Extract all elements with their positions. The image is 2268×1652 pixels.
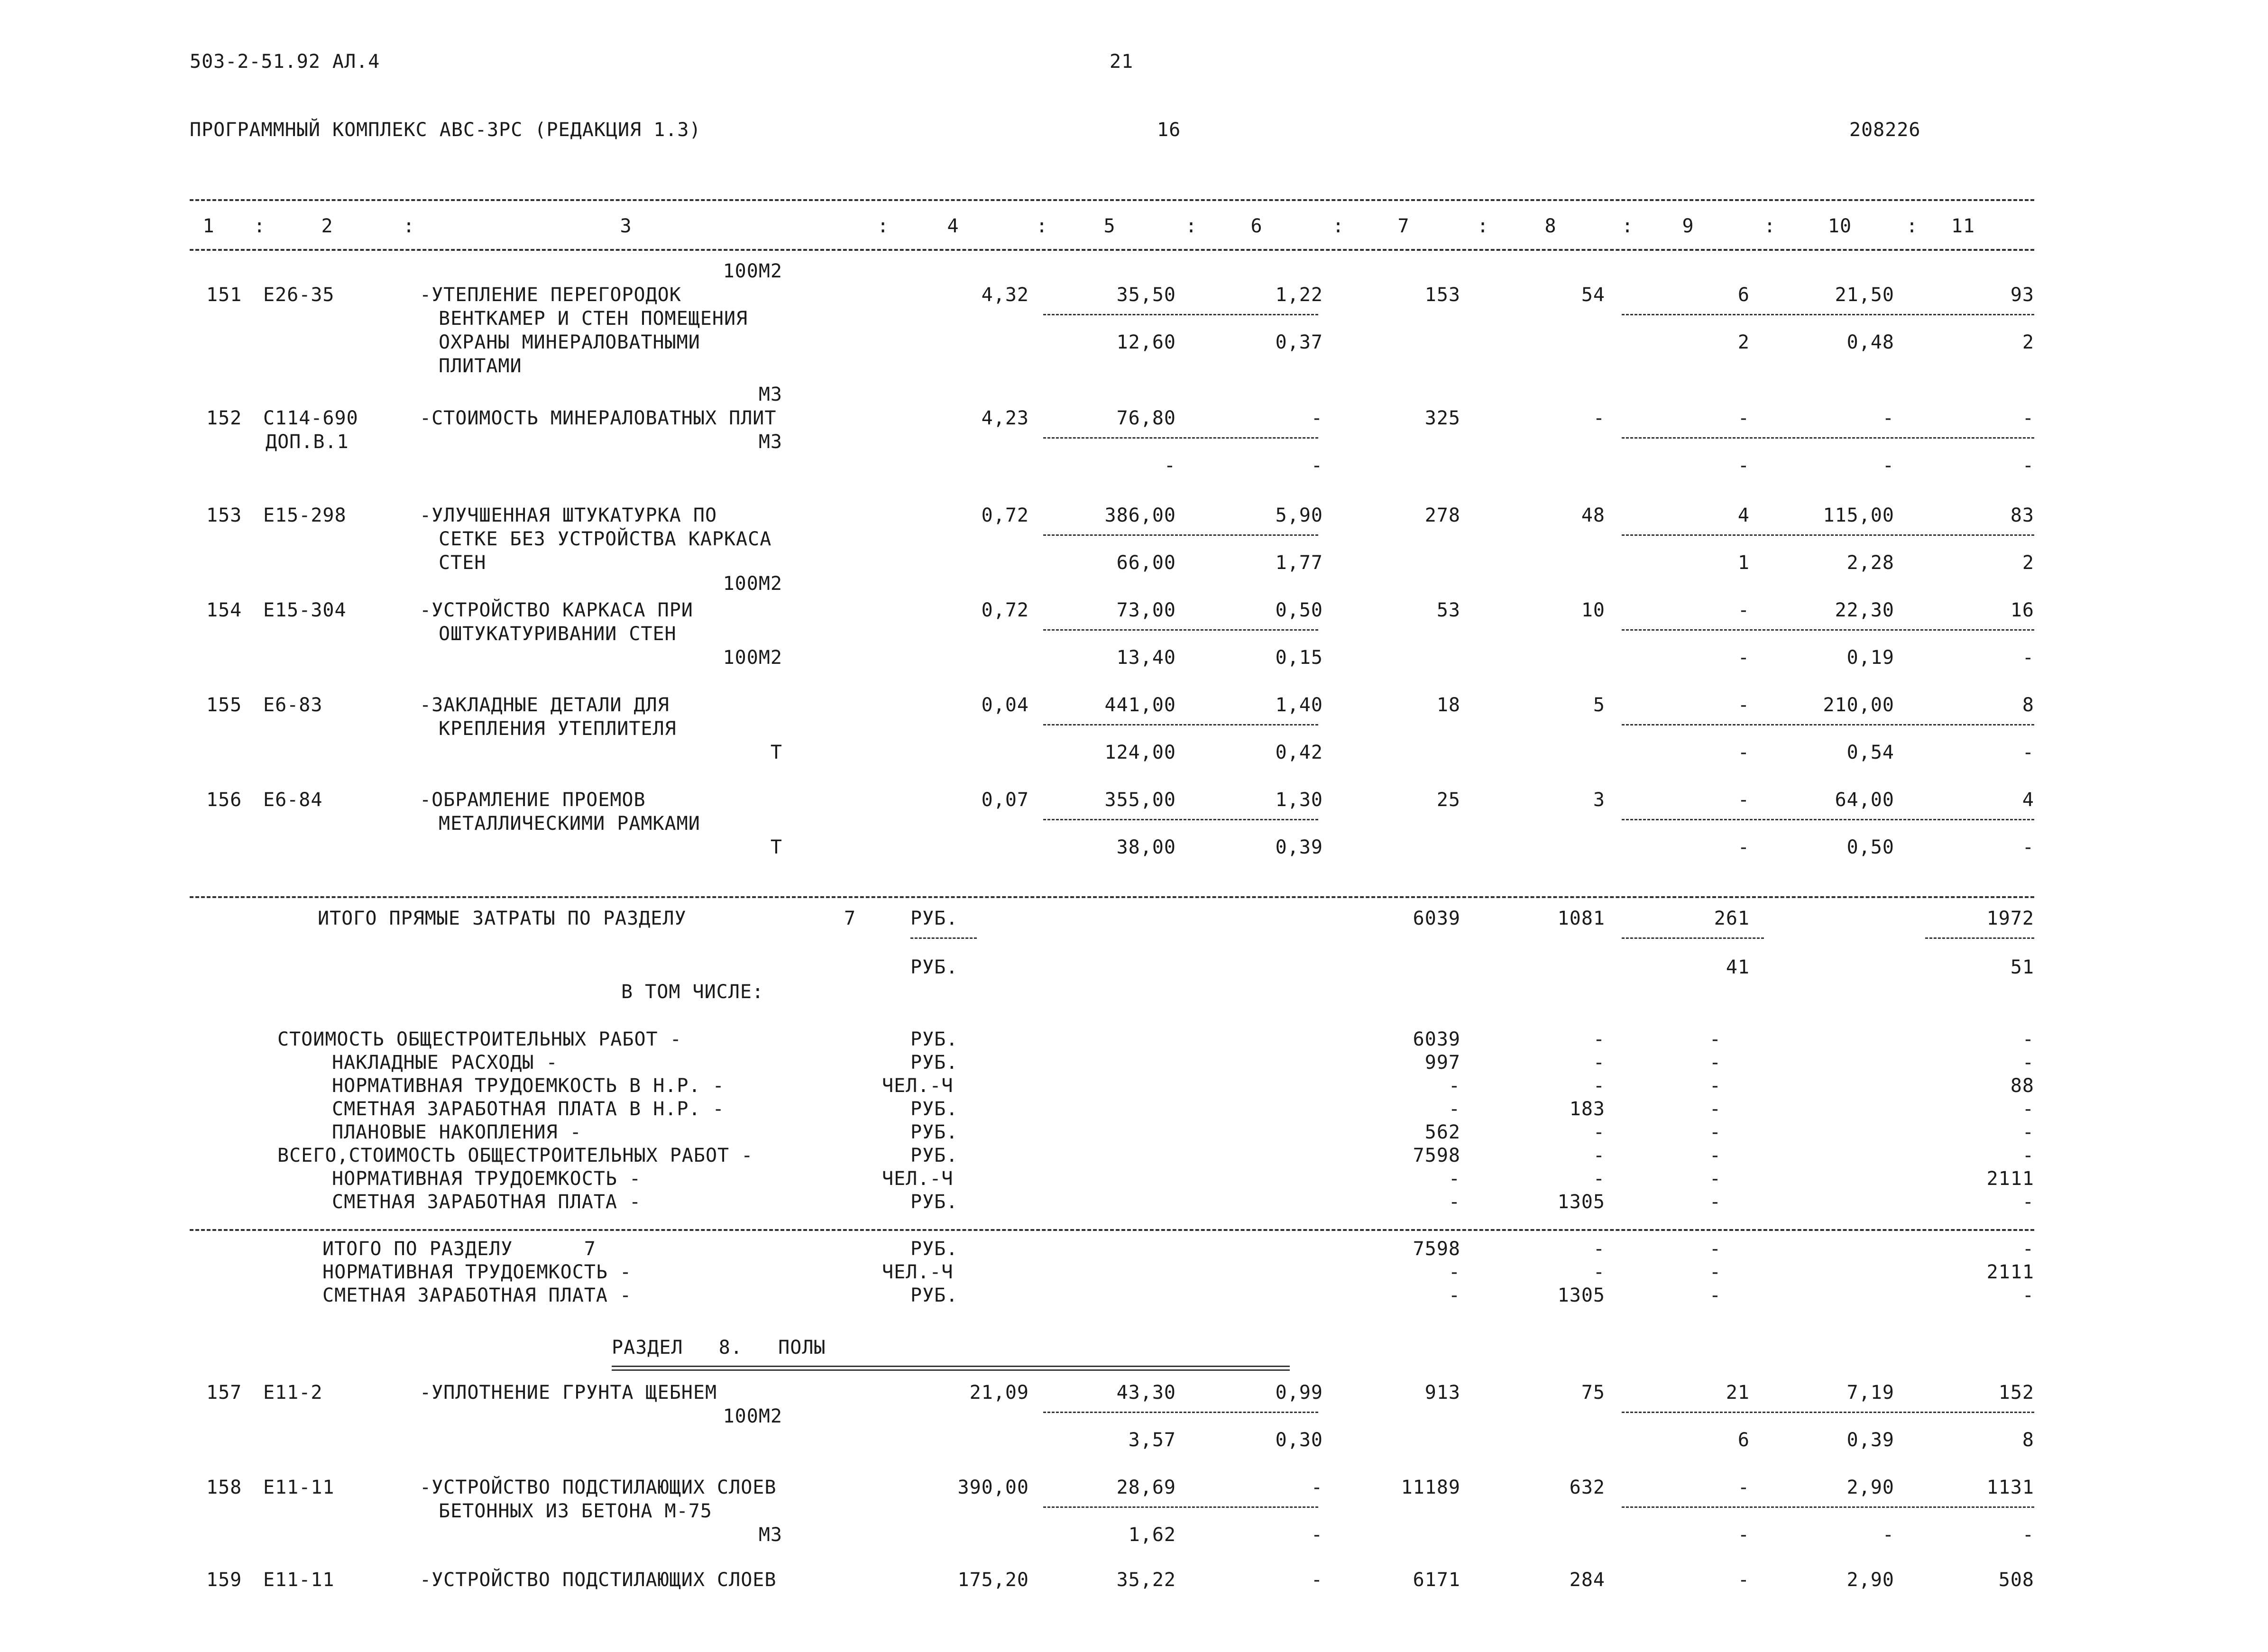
labor-norm-machine: - bbox=[1882, 455, 1894, 477]
machine-wage: - bbox=[1737, 742, 1750, 763]
column-separator: : bbox=[403, 215, 415, 237]
unit-label: РУБ. bbox=[910, 1238, 958, 1260]
totals-machine: 261 bbox=[1714, 908, 1750, 929]
unit-wage: 5,90 bbox=[1275, 505, 1323, 526]
unit-wage: - bbox=[1311, 1477, 1323, 1498]
unit-wage: 0,99 bbox=[1275, 1382, 1323, 1404]
subtotal-rule bbox=[910, 937, 977, 939]
item-code: Е11-11 bbox=[263, 1569, 335, 1591]
machine-wage: 2 bbox=[1737, 331, 1750, 353]
item-code: Е11-2 bbox=[263, 1382, 323, 1404]
total-cost: 6171 bbox=[1413, 1569, 1460, 1591]
total-cost: 913 bbox=[1424, 1382, 1460, 1404]
totals-line-labor: - bbox=[2022, 1028, 2034, 1050]
item-description: -УСТРОЙСТВО КАРКАСА ПРИ bbox=[420, 599, 693, 621]
totals-rule-top bbox=[190, 896, 2034, 898]
labor-total-machine: - bbox=[2022, 647, 2034, 669]
column-header-8: 8 bbox=[1544, 215, 1557, 237]
labor-total-machine: - bbox=[2022, 742, 2034, 763]
total-wage: 284 bbox=[1569, 1569, 1605, 1591]
item-code-suffix: ДОП.В.1 bbox=[266, 431, 349, 453]
unit-cost-machine: 124,00 bbox=[1104, 742, 1176, 763]
section-total-labor: - bbox=[2022, 1285, 2034, 1306]
unit-wage-machine: 1,77 bbox=[1275, 552, 1323, 574]
item-description: -УЛУЧШЕННАЯ ШТУКАТУРКА ПО bbox=[420, 505, 717, 526]
unit-label: ЧЕЛ.-Ч bbox=[882, 1261, 954, 1283]
sheet-number: 16 bbox=[1157, 119, 1181, 141]
column-separator: : bbox=[877, 215, 890, 237]
item-description: ОХРАНЫ МИНЕРАЛОВАТНЫМИ bbox=[439, 331, 700, 353]
unit-label: РУБ. bbox=[910, 1191, 958, 1213]
labor-total-machine: 2 bbox=[2022, 331, 2034, 353]
item-description: ПЛИТАМИ bbox=[439, 355, 522, 377]
machine-wage: - bbox=[1737, 455, 1750, 477]
section8-title: РАЗДЕЛ 8. ПОЛЫ bbox=[612, 1337, 826, 1358]
column-header-2: 2 bbox=[321, 215, 333, 237]
unit-cost-machine: 1,62 bbox=[1128, 1524, 1176, 1546]
totals-line-labor: - bbox=[2022, 1052, 2034, 1074]
labor-total: 8 bbox=[2022, 694, 2034, 716]
item-description: -УПЛОТНЕНИЕ ГРУНТА ЩЕБНЕМ bbox=[420, 1382, 717, 1404]
subtotal-rule bbox=[1622, 819, 2034, 820]
unit-label: 100М2 bbox=[723, 260, 782, 282]
labor-norm: 2,90 bbox=[1846, 1569, 1894, 1591]
unit-label: РУБ. bbox=[910, 1285, 958, 1306]
machine-cost: 6 bbox=[1737, 284, 1750, 306]
unit-wage: - bbox=[1311, 407, 1323, 429]
unit-wage-machine: - bbox=[1311, 455, 1323, 477]
item-description: СТЕН bbox=[439, 552, 487, 574]
item-code: С114-690 bbox=[263, 407, 358, 429]
item-description: -УТЕПЛЕНИЕ ПЕРЕГОРОДОК bbox=[420, 284, 681, 306]
column-header-7: 7 bbox=[1397, 215, 1410, 237]
totals-line-label: ВСЕГО,СТОИМОСТЬ ОБЩЕСТРОИТЕЛЬНЫХ РАБОТ - bbox=[277, 1145, 753, 1166]
column-separator: : bbox=[1332, 215, 1345, 237]
total-wage: 10 bbox=[1581, 599, 1605, 621]
quantity: 4,23 bbox=[981, 407, 1029, 429]
section-total-machine: - bbox=[1709, 1238, 1721, 1260]
unit-wage-machine: - bbox=[1311, 1524, 1323, 1546]
doc-code: 503-2-51.92 АЛ.4 bbox=[190, 51, 380, 73]
total-wage: 3 bbox=[1593, 789, 1605, 811]
unit-wage: 1,40 bbox=[1275, 694, 1323, 716]
subtotal-rule bbox=[1043, 819, 1318, 820]
column-header-10: 10 bbox=[1827, 215, 1852, 237]
unit-wage-machine: 0,30 bbox=[1275, 1429, 1323, 1451]
total-wage: 54 bbox=[1581, 284, 1605, 306]
totals-line-machine: - bbox=[1709, 1191, 1721, 1213]
totals-line-label: ПЛАНОВЫЕ НАКОПЛЕНИЯ - bbox=[332, 1121, 582, 1143]
totals-machine-wage: 41 bbox=[1726, 956, 1750, 978]
machine-cost: - bbox=[1737, 407, 1750, 429]
unit-wage-machine: 0,39 bbox=[1275, 836, 1323, 858]
column-separator: : bbox=[1477, 215, 1489, 237]
labor-norm: 210,00 bbox=[1823, 694, 1894, 716]
totals-line-cost: - bbox=[1448, 1168, 1460, 1190]
machine-wage: - bbox=[1737, 647, 1750, 669]
labor-norm-machine: 2,28 bbox=[1846, 552, 1894, 574]
labor-norm: 115,00 bbox=[1823, 505, 1894, 526]
totals-line-cost: 997 bbox=[1424, 1052, 1460, 1074]
section-total-machine: - bbox=[1709, 1285, 1721, 1306]
labor-norm-machine: 0,19 bbox=[1846, 647, 1894, 669]
totals-line-cost: - bbox=[1448, 1098, 1460, 1120]
totals-line-machine: - bbox=[1709, 1028, 1721, 1050]
totals-line-wage: - bbox=[1593, 1145, 1605, 1166]
column-separator: : bbox=[1185, 215, 1198, 237]
subtotal-rule bbox=[1622, 629, 2034, 631]
machine-cost: 4 bbox=[1737, 505, 1750, 526]
column-separator: : bbox=[254, 215, 266, 237]
column-header-11: 11 bbox=[1951, 215, 1975, 237]
labor-norm: 22,30 bbox=[1835, 599, 1894, 621]
column-header-5: 5 bbox=[1103, 215, 1116, 237]
total-wage: 48 bbox=[1581, 505, 1605, 526]
subtotal-rule bbox=[1925, 937, 2034, 939]
unit-label: М3 bbox=[758, 384, 782, 405]
section-total-wage: - bbox=[1593, 1261, 1605, 1283]
unit-cost: 43,30 bbox=[1116, 1382, 1176, 1404]
subtotal-rule bbox=[1622, 314, 2034, 315]
column-separator: : bbox=[1036, 215, 1048, 237]
totals-line-cost: 562 bbox=[1424, 1121, 1460, 1143]
unit-cost: 28,69 bbox=[1116, 1477, 1176, 1498]
unit-wage-machine: 0,37 bbox=[1275, 331, 1323, 353]
section-total-label: НОРМАТИВНАЯ ТРУДОЕМКОСТЬ - bbox=[322, 1261, 632, 1283]
section-total-rule bbox=[190, 1229, 2034, 1231]
total-wage: 5 bbox=[1593, 694, 1605, 716]
totals-line-machine: - bbox=[1709, 1168, 1721, 1190]
subtotal-rule bbox=[1622, 534, 2034, 536]
totals-line-labor: - bbox=[2022, 1145, 2034, 1166]
totals-line-label: НОРМАТИВНАЯ ТРУДОЕМКОСТЬ В Н.Р. - bbox=[332, 1075, 725, 1097]
labor-norm: 2,90 bbox=[1846, 1477, 1894, 1498]
item-description: -ОБРАМЛЕНИЕ ПРОЕМОВ bbox=[420, 789, 646, 811]
totals-line-wage: 1305 bbox=[1557, 1191, 1605, 1213]
section-total-label: СМЕТНАЯ ЗАРАБОТНАЯ ПЛАТА - bbox=[322, 1285, 632, 1306]
total-cost: 153 bbox=[1424, 284, 1460, 306]
section8-underline bbox=[612, 1366, 1290, 1367]
labor-total: 93 bbox=[2010, 284, 2034, 306]
column-header-4: 4 bbox=[947, 215, 959, 237]
unit-cost: 76,80 bbox=[1116, 407, 1176, 429]
subtotal-rule bbox=[1043, 534, 1318, 536]
totals-line-cost: 7598 bbox=[1413, 1145, 1460, 1166]
item-number: 156 bbox=[206, 789, 242, 811]
totals-wage: 1081 bbox=[1557, 908, 1605, 929]
labor-total: - bbox=[2022, 407, 2034, 429]
quantity: 0,07 bbox=[981, 789, 1029, 811]
unit-cost: 73,00 bbox=[1116, 599, 1176, 621]
totals-line-cost: - bbox=[1448, 1075, 1460, 1097]
unit-label: ЧЕЛ.-Ч bbox=[882, 1075, 954, 1097]
total-wage: 75 bbox=[1581, 1382, 1605, 1404]
column-separator: : bbox=[1764, 215, 1776, 237]
item-description: СЕТКЕ БЕЗ УСТРОЙСТВА КАРКАСА bbox=[439, 528, 772, 550]
machine-cost: - bbox=[1737, 599, 1750, 621]
subtotal-rule bbox=[1043, 1412, 1318, 1413]
labor-norm: 64,00 bbox=[1835, 789, 1894, 811]
unit-wage: 1,22 bbox=[1275, 284, 1323, 306]
subtotal-rule bbox=[1043, 1506, 1318, 1508]
labor-total: 1131 bbox=[1986, 1477, 2034, 1498]
unit-wage: 0,50 bbox=[1275, 599, 1323, 621]
total-wage: - bbox=[1593, 407, 1605, 429]
unit-cost-machine: 12,60 bbox=[1116, 331, 1176, 353]
labor-total: 83 bbox=[2010, 505, 2034, 526]
totals-line-machine: - bbox=[1709, 1075, 1721, 1097]
unit-cost-machine: 38,00 bbox=[1116, 836, 1176, 858]
section-total-wage: - bbox=[1593, 1238, 1605, 1260]
item-number: 159 bbox=[206, 1569, 242, 1591]
totals-line-labor: - bbox=[2022, 1121, 2034, 1143]
totals-title: ИТОГО ПРЯМЫЕ ЗАТРАТЫ ПО РАЗДЕЛУ bbox=[318, 908, 687, 929]
section-total-cost: 7598 bbox=[1413, 1238, 1460, 1260]
unit-label: 100М2 bbox=[723, 573, 782, 595]
totals-line-label: НАКЛАДНЫЕ РАСХОДЫ - bbox=[332, 1052, 558, 1074]
unit-label: Т bbox=[770, 836, 782, 858]
subtotal-rule bbox=[1622, 937, 1764, 939]
totals-line-labor: - bbox=[2022, 1098, 2034, 1120]
unit-label: 100М2 bbox=[723, 1405, 782, 1427]
section-total-wage: 1305 bbox=[1557, 1285, 1605, 1306]
unit-label: М3 bbox=[758, 431, 782, 453]
item-number: 155 bbox=[206, 694, 242, 716]
section-total-cost: - bbox=[1448, 1285, 1460, 1306]
totals-line-cost: 6039 bbox=[1413, 1028, 1460, 1050]
column-header-1: 1 bbox=[202, 215, 215, 237]
item-number: 152 bbox=[206, 407, 242, 429]
quantity: 390,00 bbox=[957, 1477, 1029, 1498]
unit-label: РУБ. bbox=[910, 1121, 958, 1143]
unit-label: ЧЕЛ.-Ч bbox=[882, 1168, 954, 1190]
unit-wage-machine: 0,15 bbox=[1275, 647, 1323, 669]
unit-wage: 1,30 bbox=[1275, 789, 1323, 811]
quantity: 21,09 bbox=[969, 1382, 1029, 1404]
item-description: -УСТРОЙСТВО ПОДСТИЛАЮЩИХ СЛОЕВ bbox=[420, 1569, 777, 1591]
labor-total-machine: - bbox=[2022, 836, 2034, 858]
totals-line-label: СТОИМОСТЬ ОБЩЕСТРОИТЕЛЬНЫХ РАБОТ - bbox=[277, 1028, 682, 1050]
item-description: ВЕНТКАМЕР И СТЕН ПОМЕЩЕНИЯ bbox=[439, 308, 748, 330]
item-description: ОШТУКАТУРИВАНИИ СТЕН bbox=[439, 623, 677, 645]
labor-total-machine: - bbox=[2022, 1524, 2034, 1546]
machine-cost: - bbox=[1737, 694, 1750, 716]
machine-cost: - bbox=[1737, 789, 1750, 811]
column-separator: : bbox=[1622, 215, 1634, 237]
labor-norm: - bbox=[1882, 407, 1894, 429]
totals-line-wage: - bbox=[1593, 1075, 1605, 1097]
unit-cost: 441,00 bbox=[1104, 694, 1176, 716]
labor-total: 4 bbox=[2022, 789, 2034, 811]
column-header-6: 6 bbox=[1250, 215, 1263, 237]
item-code: Е11-11 bbox=[263, 1477, 335, 1498]
totals-line-cost: - bbox=[1448, 1191, 1460, 1213]
labor-total-machine: 8 bbox=[2022, 1429, 2034, 1451]
quantity: 175,20 bbox=[957, 1569, 1029, 1591]
section-total-cost: - bbox=[1448, 1261, 1460, 1283]
totals-line-machine: - bbox=[1709, 1145, 1721, 1166]
item-code: Е15-298 bbox=[263, 505, 347, 526]
item-code: Е26-35 bbox=[263, 284, 335, 306]
totals-line-wage: - bbox=[1593, 1168, 1605, 1190]
totals-line-label: НОРМАТИВНАЯ ТРУДОЕМКОСТЬ - bbox=[332, 1168, 642, 1190]
labor-norm: 21,50 bbox=[1835, 284, 1894, 306]
item-number: 154 bbox=[206, 599, 242, 621]
item-code: Е15-304 bbox=[263, 599, 347, 621]
totals-line-labor: 2111 bbox=[1986, 1168, 2034, 1190]
item-description: МЕТАЛЛИЧЕСКИМИ РАМКАМИ bbox=[439, 813, 700, 835]
section-total-machine: - bbox=[1709, 1261, 1721, 1283]
total-cost: 325 bbox=[1424, 407, 1460, 429]
totals-line-machine: - bbox=[1709, 1052, 1721, 1074]
item-number: 158 bbox=[206, 1477, 242, 1498]
subtotal-rule bbox=[1622, 1412, 2034, 1413]
totals-line-label: СМЕТНАЯ ЗАРАБОТНАЯ ПЛАТА - bbox=[332, 1191, 642, 1213]
quantity: 0,72 bbox=[981, 505, 1029, 526]
totals-line-labor: 88 bbox=[2010, 1075, 2034, 1097]
column-header-3: 3 bbox=[620, 215, 632, 237]
unit-label: РУБ. bbox=[910, 1052, 958, 1074]
total-cost: 25 bbox=[1436, 789, 1460, 811]
item-description: -УСТРОЙСТВО ПОДСТИЛАЮЩИХ СЛОЕВ bbox=[420, 1477, 777, 1498]
subtotal-rule bbox=[1043, 314, 1318, 315]
labor-norm-machine: 0,54 bbox=[1846, 742, 1894, 763]
item-number: 157 bbox=[206, 1382, 242, 1404]
unit-wage-machine: 0,42 bbox=[1275, 742, 1323, 763]
labor-total-machine: - bbox=[2022, 455, 2034, 477]
labor-total-machine: 2 bbox=[2022, 552, 2034, 574]
machine-wage: - bbox=[1737, 1524, 1750, 1546]
unit-label: РУБ. bbox=[910, 908, 958, 929]
total-cost: 11189 bbox=[1401, 1477, 1460, 1498]
unit-cost: 355,00 bbox=[1104, 789, 1176, 811]
labor-norm-machine: 0,48 bbox=[1846, 331, 1894, 353]
unit-label: РУБ. bbox=[910, 1028, 958, 1050]
subtotal-rule bbox=[1043, 724, 1318, 725]
total-wage: 632 bbox=[1569, 1477, 1605, 1498]
section-total-label: ИТОГО ПО РАЗДЕЛУ 7 bbox=[322, 1238, 596, 1260]
unit-label: М3 bbox=[758, 1524, 782, 1546]
item-description: БЕТОННЫХ ИЗ БЕТОНА М-75 bbox=[439, 1500, 712, 1522]
total-cost: 53 bbox=[1436, 599, 1460, 621]
document-id: 208226 bbox=[1849, 119, 1921, 141]
column-header-9: 9 bbox=[1682, 215, 1694, 237]
labor-norm-machine: 0,39 bbox=[1846, 1429, 1894, 1451]
page-number: 21 bbox=[1110, 51, 1134, 73]
quantity: 0,72 bbox=[981, 599, 1029, 621]
subtotal-rule bbox=[1043, 437, 1318, 439]
totals-section-number: 7 bbox=[844, 908, 856, 929]
subtotal-rule bbox=[1622, 1506, 2034, 1508]
totals-line-machine: - bbox=[1709, 1098, 1721, 1120]
unit-wage: - bbox=[1311, 1569, 1323, 1591]
machine-wage: 1 bbox=[1737, 552, 1750, 574]
unit-cost: 35,22 bbox=[1116, 1569, 1176, 1591]
machine-cost: - bbox=[1737, 1569, 1750, 1591]
unit-label: РУБ. bbox=[910, 1145, 958, 1166]
labor-total: 16 bbox=[2010, 599, 2034, 621]
totals-line-wage: 183 bbox=[1569, 1098, 1605, 1120]
labor-norm-machine: - bbox=[1882, 1524, 1894, 1546]
unit-cost-machine: 13,40 bbox=[1116, 647, 1176, 669]
machine-cost: 21 bbox=[1726, 1382, 1750, 1404]
unit-label: РУБ. bbox=[910, 1098, 958, 1120]
unit-label: РУБ. bbox=[910, 956, 958, 978]
totals-labor: 1972 bbox=[1986, 908, 2034, 929]
subtotal-rule bbox=[1622, 437, 2034, 439]
labor-total: 152 bbox=[1998, 1382, 2034, 1404]
unit-cost: 35,50 bbox=[1116, 284, 1176, 306]
totals-subheader: В ТОМ ЧИСЛЕ: bbox=[621, 981, 764, 1003]
total-cost: 18 bbox=[1436, 694, 1460, 716]
totals-line-label: СМЕТНАЯ ЗАРАБОТНАЯ ПЛАТА В Н.Р. - bbox=[332, 1098, 725, 1120]
labor-total: 508 bbox=[1998, 1569, 2034, 1591]
column-separator: : bbox=[1906, 215, 1919, 237]
subtotal-rule bbox=[1043, 629, 1318, 631]
totals-line-wage: - bbox=[1593, 1028, 1605, 1050]
header-rule-bottom bbox=[190, 249, 2034, 251]
subtotal-rule bbox=[1622, 724, 2034, 725]
item-description: -ЗАКЛАДНЫЕ ДЕТАЛИ ДЛЯ bbox=[420, 694, 670, 716]
machine-wage: - bbox=[1737, 836, 1750, 858]
totals-machine-labor: 51 bbox=[2010, 956, 2034, 978]
header-rule-top bbox=[190, 199, 2034, 201]
machine-wage: 6 bbox=[1737, 1429, 1750, 1451]
program-title: ПРОГРАММНЫЙ КОМПЛЕКС АВС-3РС (РЕДАКЦИЯ 1.3) bbox=[190, 119, 701, 141]
item-code: Е6-84 bbox=[263, 789, 323, 811]
quantity: 4,32 bbox=[981, 284, 1029, 306]
totals-cost: 6039 bbox=[1413, 908, 1460, 929]
item-code: Е6-83 bbox=[263, 694, 323, 716]
section-total-labor: - bbox=[2022, 1238, 2034, 1260]
totals-line-labor: - bbox=[2022, 1191, 2034, 1213]
unit-cost-machine: 66,00 bbox=[1116, 552, 1176, 574]
item-number: 151 bbox=[206, 284, 242, 306]
unit-label: 100М2 bbox=[723, 647, 782, 669]
item-number: 153 bbox=[206, 505, 242, 526]
totals-line-wage: - bbox=[1593, 1052, 1605, 1074]
labor-norm: 7,19 bbox=[1846, 1382, 1894, 1404]
unit-label: Т bbox=[770, 742, 782, 763]
quantity: 0,04 bbox=[981, 694, 1029, 716]
unit-cost: 386,00 bbox=[1104, 505, 1176, 526]
total-cost: 278 bbox=[1424, 505, 1460, 526]
item-description: КРЕПЛЕНИЯ УТЕПЛИТЕЛЯ bbox=[439, 718, 677, 740]
section-total-labor: 2111 bbox=[1986, 1261, 2034, 1283]
totals-line-wage: - bbox=[1593, 1121, 1605, 1143]
item-description: -СТОИМОСТЬ МИНЕРАЛОВАТНЫХ ПЛИТ bbox=[420, 407, 777, 429]
labor-norm-machine: 0,50 bbox=[1846, 836, 1894, 858]
machine-cost: - bbox=[1737, 1477, 1750, 1498]
totals-line-machine: - bbox=[1709, 1121, 1721, 1143]
unit-cost-machine: 3,57 bbox=[1128, 1429, 1176, 1451]
unit-cost-machine: - bbox=[1164, 455, 1176, 477]
